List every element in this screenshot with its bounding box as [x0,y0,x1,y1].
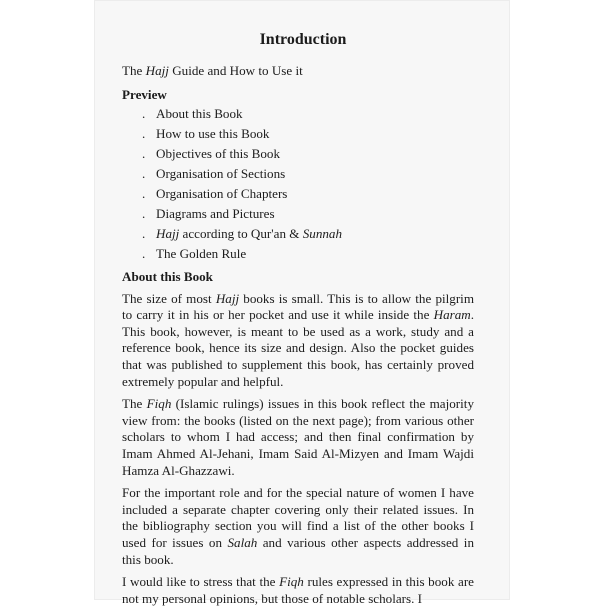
preview-heading: Preview [122,86,167,102]
preview-item: . Organisation of Chapters [122,184,474,204]
bullet-dot: . [142,225,146,241]
bullet-dot: . [142,245,146,261]
preview-list [122,104,474,264]
preview-item: . Diagrams and Pictures [122,204,474,224]
bullet-dot: . [142,185,146,201]
preview-item: . About this Book [122,104,474,124]
paragraph-fiqh: The Fiqh (Islamic rulings) issues in this book reflect the majority view from: the books (listed on the next page); from various other scholars to whom I had access; and then final confirmation by Imam Ahmed Al-Jehani, Imam Said Al-Mizyen and Imam Wajdi Hamza Al-Ghazzawi. [122,396,474,478]
page-content [122,30,474,613]
paragraph-stress: I would like to stress that the Fiqh rules expressed in this book are not my personal opinions, but those of notable scholars. I [122,574,474,606]
bullet-dot: . [142,205,146,221]
bullet-dot: . [142,165,146,181]
bullet-dot: . [142,105,146,121]
page-subtitle: The Hajj Guide and How to Use it [122,63,303,78]
bullet-dot: . [142,145,146,161]
preview-item: . Hajj according to Qur'an & Sunnah [122,224,474,244]
page-title: Introduction [259,31,347,48]
preview-item: . Objectives of this Book [122,144,474,164]
section-heading-about: About this Book [122,268,213,284]
paragraph-size: The size of most Hajj books is small. This is to allow the pilgrim to carry it in his or her pocket and use it while inside the Haram. This book, however, is meant to be used as a work, study and a reference book, hence its size and design. Also the pocket guides that was published to supplement this book, has certainly proved extremely popular and helpful. [122,290,475,389]
bullet-dot: . [142,125,146,141]
preview-item: . Organisation of Sections [122,164,474,184]
preview-item: . The Golden Rule [122,244,474,264]
paragraph-women: For the important role and for the special nature of women I have included a separate chapter covering only their related issues. In the bibliography section you will find a list of the other books I used for issues on Salah and various other aspects addressed in this book. [122,485,474,567]
preview-item: . How to use this Book [122,124,474,144]
